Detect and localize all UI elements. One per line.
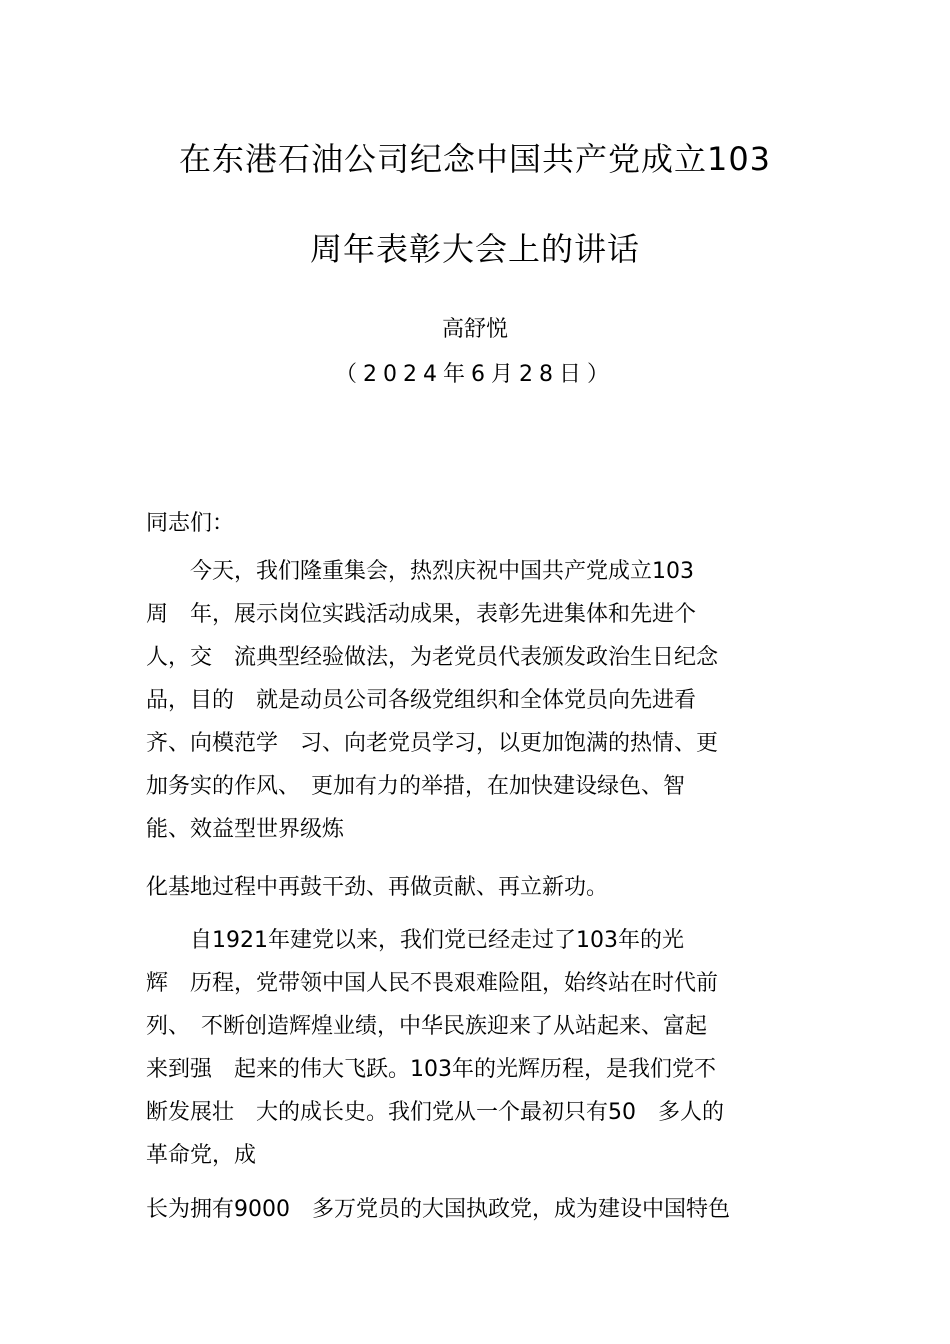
speech-date: （2024年6月28日） bbox=[335, 362, 615, 387]
author: 高舒悦 bbox=[441, 317, 508, 342]
body-line: 周 年，展示岗位实践活动成果，表彰先进集体和先进个 bbox=[146, 602, 697, 627]
body-line: 能、效益型世界级炼 bbox=[146, 817, 345, 842]
body-line: 今天，我们隆重集会，热烈庆祝中国共产党成立103 bbox=[146, 559, 694, 584]
body-line: 来到强 起来的伟大飞跃。103年的光辉历程，是我们党不 bbox=[146, 1057, 716, 1082]
body-line: 品，目的 就是动员公司各级党组织和全体党员向先进看 bbox=[146, 688, 697, 713]
title-line-2: 周年表彰大会上的讲话 bbox=[309, 230, 640, 268]
body-line: 长为拥有9000 多万党员的大国执政党，成为建设中国特色 bbox=[146, 1197, 730, 1222]
body-line: 齐、向模范学 习、向老党员学习，以更加饱满的热情、更 bbox=[146, 731, 719, 756]
body-line: 辉 历程，党带领中国人民不畏艰难险阻，始终站在时代前 bbox=[146, 971, 719, 996]
title-line-1: 在东港石油公司纪念中国共产党成立103 bbox=[178, 140, 772, 178]
body-line: 自1921年建党以来，我们党已经走过了103年的光 bbox=[146, 928, 684, 953]
body-line: 化基地过程中再鼓干劲、再做贡献、再立新功。 bbox=[146, 875, 609, 900]
body-line: 断发展壮 大的成长史。我们党从一个最初只有50 多人的 bbox=[146, 1100, 724, 1125]
body-line: 列、 不断创造辉煌业绩，中华民族迎来了从站起来、富起 bbox=[146, 1014, 708, 1039]
greeting: 同志们： bbox=[146, 511, 235, 536]
body-line: 加务实的作风、 更加有力的举措，在加快建设绿色、智 bbox=[146, 774, 686, 799]
body-line: 革命党，成 bbox=[146, 1143, 257, 1168]
body-line: 人，交 流典型经验做法，为老党员代表颁发政治生日纪念 bbox=[146, 645, 719, 670]
